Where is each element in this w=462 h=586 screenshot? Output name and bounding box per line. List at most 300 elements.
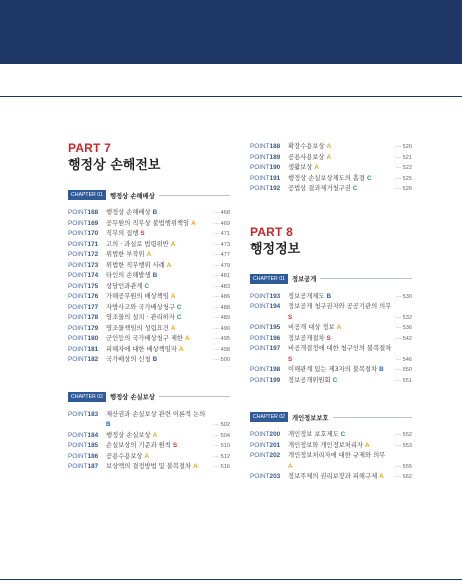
chapter-tag: CHAPTER 01 — [68, 190, 106, 200]
page-leader: ··· — [395, 442, 403, 449]
point-word: POINT — [68, 251, 88, 258]
grade-badge: B — [106, 421, 111, 428]
point-word: POINT — [250, 431, 270, 438]
toc-entry-179[interactable] — [68, 324, 230, 335]
toc-entry-188[interactable] — [250, 142, 412, 153]
page-leader: ··· — [395, 463, 403, 470]
page-number — [388, 334, 412, 345]
entry-title — [106, 452, 206, 463]
point-number — [250, 323, 288, 334]
toc-entry-186[interactable] — [68, 452, 230, 463]
entry-title — [106, 334, 206, 345]
entry-title-text: 재산권과 손실보상 관련 이론적 논의 — [106, 410, 206, 418]
point-number — [68, 250, 106, 261]
chapter-section — [68, 188, 230, 366]
toc-entry-200[interactable] — [250, 430, 412, 441]
point-value: 196 — [269, 334, 281, 342]
grade-badge: S — [288, 355, 293, 363]
point-word: POINT — [68, 345, 88, 353]
grade-badge: A — [166, 261, 172, 269]
grade-badge: A — [326, 143, 332, 150]
page-leader: ··· — [213, 443, 221, 449]
page-leader: ··· — [213, 346, 221, 353]
entry-title-text: 정보공개절차 — [288, 334, 325, 342]
point-value: 191 — [269, 174, 281, 182]
page-leader: ··· — [395, 175, 403, 182]
point-number — [68, 334, 106, 345]
chapter-heading — [250, 410, 412, 424]
toc-entry-171[interactable] — [68, 240, 230, 251]
page-value: 562 — [402, 474, 412, 480]
right-top-items — [250, 142, 412, 195]
point-value: 171 — [87, 240, 99, 248]
entry-title-text: 손실보상의 기준과 원칙 — [106, 442, 171, 449]
point-number — [250, 344, 288, 355]
page-leader: ··· — [395, 335, 403, 342]
entry-title-text: 비공개결정에 대한 청구인의 불복절차 — [288, 345, 392, 352]
point-number — [250, 430, 288, 441]
entry-title — [106, 271, 206, 282]
grade-badge: A — [152, 431, 158, 439]
entry-title — [106, 345, 206, 356]
page-value: 522 — [402, 165, 412, 171]
entry-title — [288, 334, 388, 345]
grade-badge: B — [152, 272, 158, 279]
entry-title-text: 자방사고와 국가배상청구 — [106, 303, 175, 311]
point-number — [68, 431, 106, 442]
point-value: 203 — [269, 473, 281, 480]
page-value: 552 — [402, 432, 412, 438]
chapter-tag: CHAPTER 02 — [68, 392, 106, 402]
grade-badge: S — [172, 442, 178, 449]
point-word: POINT — [68, 314, 88, 321]
page-value: 532 — [402, 314, 412, 321]
chapter-heading — [68, 188, 230, 202]
entry-title-text: 군인등의 국가배상청구 제한 — [106, 335, 183, 342]
entry-title-text: 상당인과관계 — [106, 282, 143, 290]
toc-entry-185[interactable] — [68, 441, 230, 452]
page-leader: ··· — [395, 186, 403, 192]
toc-entry-169[interactable] — [68, 219, 230, 230]
entry-title-text: 공용수용보상 — [106, 452, 143, 460]
page-leader: ··· — [213, 357, 221, 363]
page-leader: ··· — [213, 336, 221, 342]
page-leader: ··· — [213, 241, 221, 248]
page-value: 550 — [402, 367, 412, 373]
page-value: 525 — [402, 175, 412, 182]
point-number — [250, 184, 288, 195]
chapter-section — [250, 410, 412, 483]
point-value: 197 — [269, 345, 281, 352]
page-number — [206, 313, 230, 324]
grade-badge: A — [178, 345, 184, 353]
left-column — [68, 141, 230, 473]
point-word: POINT — [68, 324, 88, 332]
entry-title-text: 행정상 손실보상 — [106, 431, 151, 439]
point-number — [250, 163, 288, 174]
toc-entry-168[interactable] — [68, 208, 230, 219]
entry-title-text: 영조물의 설치 · 관리하자 — [106, 314, 175, 321]
point-word: POINT — [68, 261, 88, 269]
point-value: 185 — [87, 442, 99, 449]
toc-entry-184[interactable] — [68, 431, 230, 442]
toc-entry-193[interactable] — [250, 292, 412, 303]
entry-title — [288, 344, 412, 355]
page-value: 530 — [402, 293, 412, 300]
entry-title-text: 국가배상의 신청 — [106, 356, 151, 363]
point-number — [68, 292, 106, 303]
page-leader: ··· — [213, 325, 221, 332]
entry-title — [106, 303, 206, 314]
toc-entry-continuation — [250, 313, 412, 324]
entry-title-text: 확장수용보상 — [288, 143, 325, 150]
toc-entry-198[interactable] — [250, 365, 412, 376]
grade-badge: A — [379, 473, 384, 480]
point-value: 170 — [87, 230, 99, 237]
point-number — [68, 240, 106, 251]
toc-entry-182[interactable] — [68, 355, 230, 366]
page-leader: ··· — [395, 144, 403, 150]
point-word: POINT — [250, 376, 270, 384]
part-label: PART 7 — [68, 141, 111, 155]
page-value: 526 — [402, 186, 412, 192]
point-number — [68, 282, 106, 293]
entry-title — [106, 431, 206, 442]
grade-badge: A — [314, 164, 319, 171]
page-leader: ··· — [395, 432, 403, 438]
page-number — [206, 240, 230, 251]
page-value: 504 — [220, 432, 230, 439]
point-word: POINT — [68, 303, 88, 311]
point-value: 180 — [87, 335, 99, 342]
page-leader: ··· — [213, 294, 221, 300]
entry-title-text: 타인의 손해발생 — [106, 272, 151, 279]
left-chapters — [68, 188, 230, 473]
entry-title-text: 공무원의 직무상 불법행위책임 — [106, 219, 190, 227]
toc-entry-192[interactable] — [250, 184, 412, 195]
page-leader: ··· — [213, 432, 221, 439]
point-word: POINT — [68, 219, 88, 227]
grade-badge: S — [140, 230, 145, 237]
toc-entry-176[interactable] — [68, 292, 230, 303]
grade-badge: C — [352, 185, 358, 192]
toc-entry-177[interactable] — [68, 303, 230, 314]
toc-entry-172[interactable] — [68, 250, 230, 261]
page-leader: ··· — [213, 273, 221, 279]
page-number — [206, 334, 230, 345]
entry-title — [288, 323, 388, 334]
entry-title-text: 가해공무원의 배상책임 — [106, 293, 169, 300]
point-word: POINT — [250, 366, 270, 373]
page-number — [206, 431, 230, 442]
entry-title — [288, 472, 388, 483]
entry-title — [288, 451, 412, 462]
entry-title — [106, 355, 206, 366]
page-value: 520 — [402, 144, 412, 150]
point-word: POINT — [68, 356, 88, 363]
page-value: 489 — [220, 315, 230, 321]
grade-badge: C — [176, 314, 182, 321]
toc-entry-202[interactable] — [250, 451, 412, 462]
point-number — [68, 219, 106, 230]
point-number — [68, 462, 106, 473]
entry-title — [106, 261, 206, 272]
point-word: POINT — [68, 230, 88, 237]
page-leader: ··· — [395, 314, 403, 321]
page-leader: ··· — [213, 231, 221, 237]
chapter-heading — [250, 272, 412, 286]
page-value: 502 — [220, 422, 230, 428]
page-number — [206, 250, 230, 261]
page-leader: ··· — [395, 325, 403, 331]
entry-title-text: 고의 · 과실로 법령위반 — [106, 240, 169, 248]
grade-badge: A — [336, 324, 342, 331]
right-chapters — [250, 272, 412, 483]
entry-title — [288, 365, 388, 376]
entry-title — [288, 163, 388, 174]
point-value: 202 — [269, 452, 281, 459]
chapter-divider — [159, 396, 230, 397]
chapter-name: 개인정보보호 — [292, 414, 329, 422]
point-value: 168 — [87, 209, 99, 216]
point-word: POINT — [250, 334, 270, 342]
page-value: 521 — [402, 154, 412, 161]
page-number — [206, 345, 230, 356]
entry-title — [106, 324, 206, 335]
grade-badge: B — [152, 356, 158, 363]
grade-badge: S — [326, 334, 331, 342]
grade-badge: A — [191, 219, 196, 227]
entry-title-text: 직무의 집행 — [106, 230, 139, 237]
page-number — [206, 271, 230, 282]
point-number — [250, 451, 288, 462]
grade-badge: A — [170, 293, 176, 300]
entry-title — [288, 376, 388, 387]
page-number — [388, 462, 412, 473]
toc-entry-187[interactable] — [68, 462, 230, 473]
point-number — [68, 208, 106, 219]
entry-title — [288, 430, 388, 441]
point-number — [68, 441, 106, 452]
page-value: 553 — [402, 442, 412, 449]
toc-entry-continuation — [250, 462, 412, 473]
page-leader: ··· — [213, 220, 221, 227]
page-leader: ··· — [213, 422, 221, 428]
toc-entry-173[interactable] — [68, 261, 230, 272]
page-number — [388, 174, 412, 185]
toc-entry-181[interactable] — [68, 345, 230, 356]
point-value: 188 — [269, 143, 281, 150]
page-number — [206, 219, 230, 230]
point-value: 175 — [87, 282, 99, 290]
page-value: 551 — [402, 377, 412, 384]
page-number — [206, 355, 230, 366]
entry-title — [106, 208, 206, 219]
grade-badge: A — [146, 251, 152, 258]
point-word: POINT — [68, 410, 88, 418]
toc-entry-183[interactable] — [68, 410, 230, 421]
part-7-heading — [68, 141, 230, 174]
point-value: 172 — [87, 251, 99, 258]
entry-title — [288, 184, 388, 195]
point-value: 181 — [87, 345, 99, 353]
entry-title-text: 위법한 부작위 — [106, 251, 145, 258]
point-word: POINT — [68, 240, 88, 248]
toc-entry-190[interactable] — [250, 163, 412, 174]
toc-entry-189[interactable] — [250, 153, 412, 164]
point-word: POINT — [250, 452, 270, 459]
point-word: POINT — [250, 143, 270, 150]
entry-title-text: 공용사용보상 — [288, 153, 325, 161]
page-value: 477 — [220, 252, 230, 258]
point-number — [68, 271, 106, 282]
point-word: POINT — [68, 431, 88, 439]
point-number — [250, 365, 288, 376]
point-value: 190 — [269, 164, 281, 171]
page-number — [388, 163, 412, 174]
page-number — [388, 313, 412, 324]
page-value: 512 — [220, 453, 230, 460]
page-value: 471 — [220, 231, 230, 237]
toc-entry-197[interactable] — [250, 344, 412, 355]
page-value: 510 — [220, 443, 230, 449]
point-word: POINT — [250, 153, 270, 161]
point-number — [250, 302, 288, 313]
page-number — [206, 441, 230, 452]
point-value: 179 — [87, 324, 99, 332]
grade-badge: C — [332, 376, 338, 384]
entry-title — [288, 153, 388, 164]
point-number — [250, 441, 288, 452]
page-value: 473 — [220, 241, 230, 248]
point-value: 193 — [269, 292, 281, 300]
page-leader: ··· — [213, 315, 221, 321]
entry-title-text: 이해관계 있는 제3자의 불복절차 — [288, 366, 378, 373]
point-value: 178 — [87, 314, 99, 321]
chapter-tag: CHAPTER 01 — [250, 274, 288, 284]
point-word: POINT — [68, 209, 88, 216]
toc-entry-201[interactable] — [250, 441, 412, 452]
page-value: 481 — [220, 273, 230, 279]
part-title: 행정상 손해전보 — [68, 158, 161, 173]
grade-badge: A — [326, 153, 332, 161]
chapter-tag: CHAPTER 02 — [250, 412, 288, 422]
page-number — [206, 324, 230, 335]
page-number — [388, 323, 412, 334]
entry-title-text: 개인정보처리자에 대한 규제와 의무 — [288, 452, 386, 459]
point-value: 184 — [87, 431, 99, 439]
toc-entry-203[interactable] — [250, 472, 412, 483]
toc-entry-180[interactable] — [68, 334, 230, 345]
toc-entry-191[interactable] — [250, 174, 412, 185]
chapter-name: 정보공개 — [292, 276, 317, 283]
grade-badge: A — [193, 463, 198, 470]
point-number — [68, 355, 106, 366]
point-value: 198 — [269, 366, 281, 373]
entry-title-text: 개인정보와 개인정보처리자 — [288, 441, 363, 449]
grade-badge: A — [170, 324, 176, 332]
page-value: 500 — [220, 357, 230, 363]
page-number — [206, 229, 230, 240]
point-number — [250, 153, 288, 164]
toc-entry-170[interactable] — [68, 229, 230, 240]
point-value: 176 — [87, 293, 99, 300]
chapter-section — [68, 390, 230, 473]
page-number — [388, 184, 412, 195]
entry-title-text: 위법한 직무행위 사례 — [106, 261, 165, 269]
page-number — [388, 355, 412, 366]
page-value: 495 — [220, 336, 230, 342]
toc-entry-194[interactable] — [250, 302, 412, 313]
page-leader: ··· — [213, 252, 221, 258]
entry-title — [106, 282, 206, 293]
entry-title — [106, 219, 206, 230]
point-number — [68, 261, 106, 272]
point-value: 192 — [269, 185, 281, 192]
grade-badge: A — [170, 240, 176, 248]
page-number — [388, 472, 412, 483]
page-leader: ··· — [395, 356, 403, 363]
entry-title-text: 정보공개위원회 — [288, 376, 331, 384]
toc-entry-195[interactable] — [250, 323, 412, 334]
page-value: 483 — [220, 283, 230, 290]
page-leader: ··· — [213, 453, 221, 460]
toc-entry-196[interactable] — [250, 334, 412, 345]
header-band — [0, 0, 462, 64]
toc-entry-174[interactable] — [68, 271, 230, 282]
entry-title — [288, 142, 388, 153]
point-word: POINT — [250, 292, 270, 300]
point-value: 194 — [269, 303, 281, 310]
toc-entry-199[interactable] — [250, 376, 412, 387]
page-number — [388, 153, 412, 164]
entry-title-text: 영조물책임의 성립요건 — [106, 324, 169, 332]
part-8-heading — [250, 225, 412, 258]
toc-entry-175[interactable] — [68, 282, 230, 293]
page-leader: ··· — [395, 293, 403, 300]
point-value: 183 — [87, 410, 99, 418]
grade-badge: B — [379, 366, 384, 373]
page-value: 546 — [402, 356, 412, 363]
part-label: PART 8 — [250, 224, 293, 239]
point-value: 173 — [87, 261, 99, 269]
top-rule — [0, 96, 462, 97]
toc-entry-178[interactable] — [68, 313, 230, 324]
entry-title — [288, 302, 412, 313]
point-value: 182 — [87, 356, 99, 363]
page-leader: ··· — [213, 464, 221, 470]
point-word: POINT — [68, 272, 88, 279]
page-number — [388, 292, 412, 303]
point-value: 187 — [87, 463, 99, 470]
grade-badge: A — [185, 335, 190, 342]
page-value: 488 — [220, 304, 230, 311]
point-word: POINT — [250, 441, 270, 449]
chapter-divider — [333, 417, 413, 418]
point-number — [68, 324, 106, 335]
point-number — [68, 452, 106, 463]
bottom-rule — [0, 579, 462, 580]
point-value: 174 — [87, 272, 99, 279]
entry-title — [288, 174, 388, 185]
page-leader: ··· — [395, 474, 403, 480]
page-value: 542 — [402, 335, 412, 342]
entry-title — [106, 240, 206, 251]
point-word: POINT — [68, 442, 88, 449]
grade-badge: A — [144, 452, 150, 460]
entry-title — [106, 250, 206, 261]
toc-entry-continuation — [68, 420, 230, 431]
